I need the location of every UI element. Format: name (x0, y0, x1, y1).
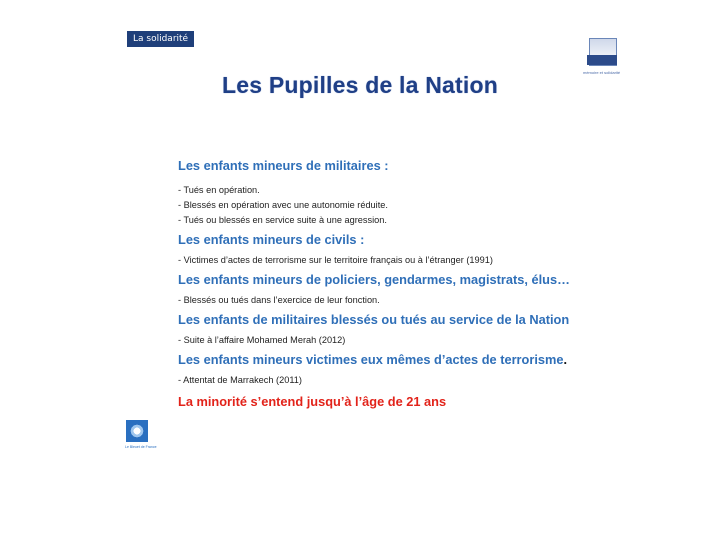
list-item: - Blessés ou tués dans l’exercice de leur fonction. (178, 295, 380, 305)
section-heading: Les enfants mineurs de policiers, gendarmes, magistrats, élus… (178, 272, 570, 287)
page-title: Les Pupilles de la Nation (222, 72, 498, 98)
section-civils (178, 231, 658, 268)
section-policiers (178, 271, 658, 308)
list-item: - Tués ou blessés en service suite à une agression. (178, 215, 387, 225)
section-heading: Les enfants mineurs de civils : (178, 232, 365, 247)
logo-caption: mémoire et solidarité (583, 70, 621, 75)
logo-band (587, 55, 617, 65)
section-terrorisme (178, 351, 658, 388)
section-heading (178, 351, 658, 368)
content-body (178, 157, 658, 423)
section-heading-text: Les enfants mineurs victimes eux mêmes d’actes de terrorisme (178, 352, 564, 367)
list-item: - Suite à l’affaire Mohamed Merah (2012) (178, 335, 346, 345)
section-nation (178, 311, 658, 348)
bleuet-logo (125, 420, 157, 452)
list-item: - Blessés en opération avec une autonomie réduite. (178, 200, 388, 210)
section-heading-period: . (563, 352, 568, 367)
bleuet-flower-icon (129, 423, 145, 439)
list-item: - Tués en opération. (178, 185, 260, 195)
section-tag: La solidarité (127, 31, 194, 47)
section-militaires (178, 157, 658, 228)
section-heading: Les enfants de militaires blessés ou tués au service de la Nation (178, 312, 570, 327)
bleuet-caption: Le Bleuet de France (125, 445, 157, 449)
list-item: - Victimes d’actes de terrorisme sur le territoire français ou à l’étranger (1991) (178, 255, 493, 265)
list-item: - Attentat de Marrakech (2011) (178, 375, 302, 385)
section-heading: Les enfants mineurs de militaires : (178, 158, 389, 173)
age-limit-note: La minorité s’entend jusqu’à l’âge de 21 ans (178, 394, 447, 409)
